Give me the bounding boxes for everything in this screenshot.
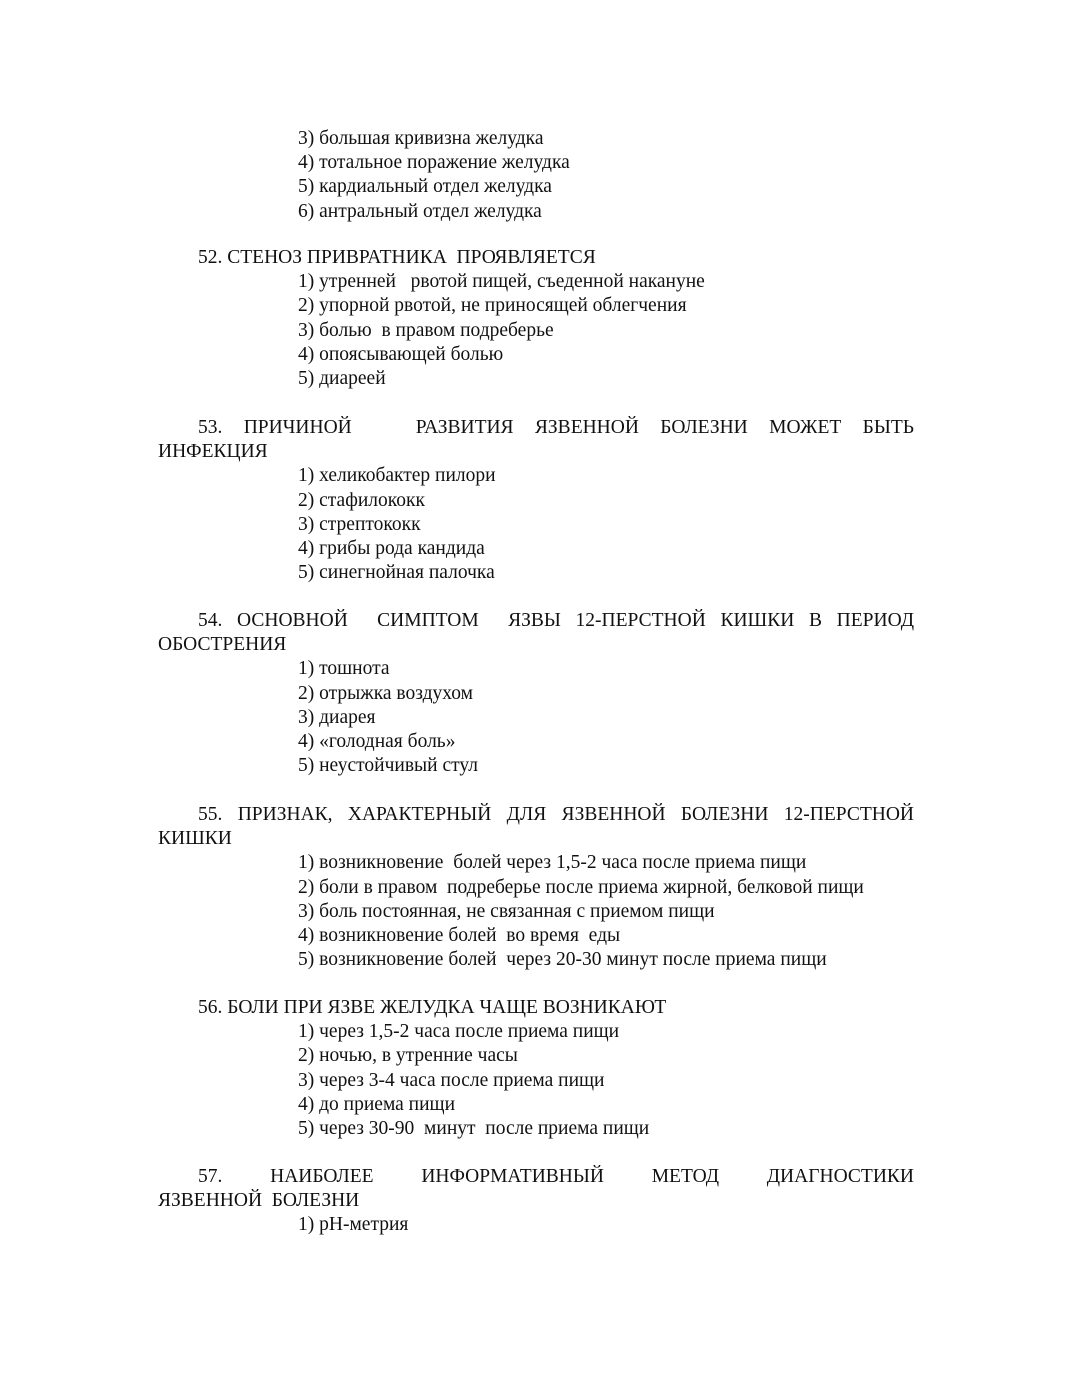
answer-options <box>158 464 914 585</box>
answer-options <box>158 270 914 391</box>
question-text-continued: КИШКИ <box>158 828 232 850</box>
question-53 <box>158 416 914 585</box>
question-56 <box>158 996 914 1141</box>
answer-option: 5) возникновение болей через 20-30 минут после приема пищи <box>298 949 827 971</box>
answer-option: 2) упорной рвотой, не приносящей облегчения <box>298 295 687 317</box>
answer-option: 1) тошнота <box>298 658 390 680</box>
question-text: 54. ОСНОВНОЙ СИМПТОМ ЯЗВЫ 12-ПЕРСТНОЙ КИШКИ В ПЕРИОД <box>198 610 914 631</box>
answer-option: 5) неустойчивый стул <box>298 755 478 777</box>
question-text-continued: ИНФЕКЦИЯ <box>158 441 268 463</box>
answer-option: 4) грибы рода кандида <box>298 538 485 560</box>
answer-option: 3) через 3-4 часа после приема пищи <box>298 1069 605 1091</box>
question-text: 57. НАИБОЛЕЕ ИНФОРМАТИВНЫЙ МЕТОД ДИАГНОСТИКИ <box>198 1166 914 1187</box>
answer-option: 1) утренней рвотой пищей, съеденной накануне <box>298 271 705 293</box>
answer-option: 3) боль постоянная, не связанная с приемом пищи <box>298 900 715 922</box>
answer-option: 1) возникновение болей через 1,5-2 часа после приема пищи <box>298 852 807 874</box>
answer-option: 2) боли в правом подреберье после приема жирной, белковой пищи <box>298 876 864 898</box>
question-text-continued: ЯЗВЕННОЙ БОЛЕЗНИ <box>158 1190 360 1212</box>
question-55 <box>158 803 914 972</box>
question-54 <box>158 609 914 778</box>
answer-option: 5) через 30-90 минут после приема пищи <box>298 1118 650 1140</box>
answer-option: 3) болью в правом подреберье <box>298 319 554 341</box>
question-57 <box>158 1165 914 1238</box>
answer-option: 1) хеликобактер пилори <box>298 465 496 487</box>
answer-option: 6) антральный отдел желудка <box>298 200 542 222</box>
answer-option: 2) ночью, в утренние часы <box>298 1045 518 1067</box>
carryover-options <box>298 127 570 224</box>
answer-options <box>158 851 914 972</box>
question-52 <box>158 246 914 391</box>
answer-option: 3) стрептококк <box>298 513 421 535</box>
answer-option: 5) кардиальный отдел желудка <box>298 176 552 198</box>
answer-option: 4) тотальное поражение желудка <box>298 152 570 174</box>
answer-option: 3) диарея <box>298 706 376 728</box>
question-text: 52. СТЕНОЗ ПРИВРАТНИКА ПРОЯВЛЯЕТСЯ <box>198 247 596 268</box>
answer-option: 4) опоясывающей болью <box>298 343 504 365</box>
answer-options <box>158 657 914 778</box>
answer-options <box>158 1213 914 1237</box>
question-text: 55. ПРИЗНАК, ХАРАКТЕРНЫЙ ДЛЯ ЯЗВЕННОЙ БОЛЕЗНИ 12-ПЕРСТНОЙ <box>198 804 914 825</box>
answer-option: 5) диареей <box>298 368 386 390</box>
answer-option: 3) большая кривизна желудка <box>298 128 544 149</box>
answer-option: 4) возникновение болей во время еды <box>298 925 621 947</box>
answer-option: 1) рН-метрия <box>298 1214 409 1236</box>
answer-options <box>158 1020 914 1141</box>
answer-option: 1) через 1,5-2 часа после приема пищи <box>298 1021 620 1043</box>
answer-option: 2) стафилококк <box>298 489 425 511</box>
answer-option: 2) отрыжка воздухом <box>298 682 473 704</box>
question-text-continued: ОБОСТРЕНИЯ <box>158 634 287 656</box>
answer-option: 4) до приема пищи <box>298 1093 455 1115</box>
question-text: 56. БОЛИ ПРИ ЯЗВЕ ЖЕЛУДКА ЧАЩЕ ВОЗНИКАЮТ <box>198 997 667 1018</box>
answer-option: 4) «голодная боль» <box>298 731 456 753</box>
question-text: 53. ПРИЧИНОЙ РАЗВИТИЯ ЯЗВЕННОЙ БОЛЕЗНИ МОЖЕТ БЫТЬ <box>198 417 914 438</box>
answer-option: 5) синегнойная палочка <box>298 562 495 584</box>
